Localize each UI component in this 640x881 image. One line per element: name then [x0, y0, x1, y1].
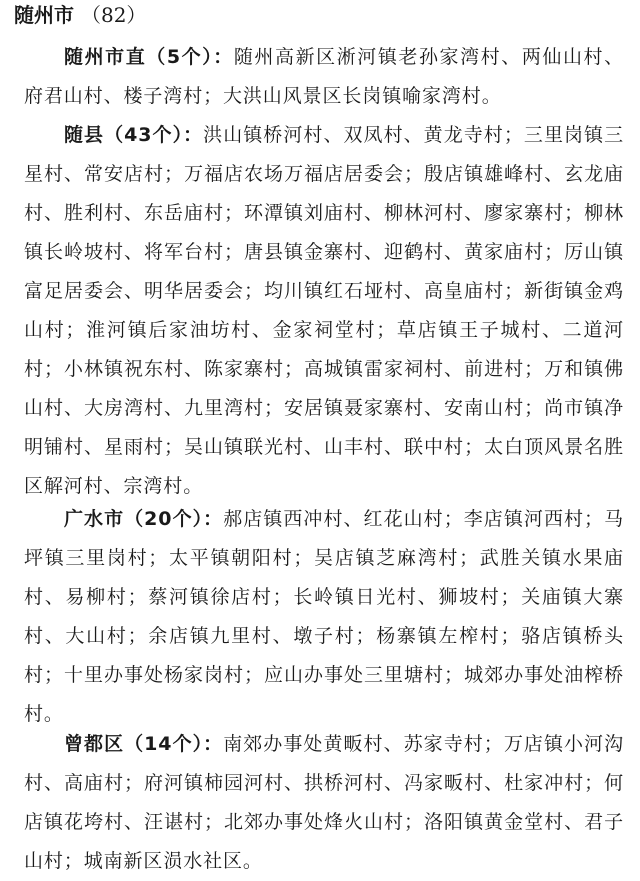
section-separator: ： [203, 508, 224, 530]
section-label: 随州市直 [64, 46, 147, 68]
section-guangshui [24, 500, 624, 734]
section-count: （5个） [146, 46, 214, 68]
city-heading [14, 0, 146, 30]
section-sui-county [24, 116, 624, 506]
section-separator: ： [183, 124, 204, 146]
section-suizhou-direct [24, 38, 624, 116]
city-title: 随州市 [14, 3, 74, 27]
section-label: 广水市 [64, 508, 125, 530]
section-count: （43个） [104, 124, 184, 146]
section-count: （14个） [124, 733, 204, 755]
section-content: 南郊办事处黄畈村、苏家寺村；万店镇小河沟村、高庙村；府河镇柿园河村、拱桥河村、冯家畈村、杜家冲村；何店镇花垮村、汪谌村；北郊办事处烽火山村；洛阳镇黄金堂村、君子山村；城南新区涢水社区。 [24, 733, 624, 872]
section-zengdu [24, 725, 624, 881]
section-separator: ： [203, 733, 224, 755]
section-content: 洪山镇桥河村、双凤村、黄龙寺村；三里岗镇三星村、常安店村；万福店农场万福店居委会；殷店镇雄峰村、玄龙庙村、胜利村、东岳庙村；环潭镇刘庙村、柳林河村、廖家寨村；柳林镇长岭坡村、将军台村；唐县镇金寨村、迎鹤村、黄家庙村；厉山镇富足居委会、明华居委会；均川镇红石垭村、高皇庙村；新街镇金鸡山村；淮河镇后家油坊村、金家祠堂村；草店镇王子城村、二道河村；小林镇祝东村、陈家寨村；高城镇雷家祠村、前进村；万和镇佛山村、大房湾村、九里湾村；安居镇聂家寨村、安南山村；尚市镇净明铺村、星雨村；吴山镇联光村、山丰村、联中村；太白顶风景名胜区解河村、宗湾村。 [24, 124, 624, 497]
section-content: 随州高新区淅河镇老孙家湾村、两仙山村、府君山村、楼子湾村；大洪山风景区长岗镇喻家湾村。 [24, 46, 624, 107]
section-label: 曾都区 [64, 733, 125, 755]
city-count: （82） [80, 3, 147, 27]
section-content: 郝店镇西冲村、红花山村；李店镇河西村；马坪镇三里岗村；太平镇朝阳村；吴店镇芝麻湾村；武胜关镇水果庙村、易柳村；蔡河镇徐店村；长岭镇日光村、狮坡村；关庙镇大寨村、大山村；余店镇九里村、墩子村；杨寨镇左榨村；骆店镇桥头村；十里办事处杨家岗村；应山办事处三里塘村；城郊办事处油榨桥村。 [24, 508, 624, 725]
section-count: （20个） [124, 508, 204, 530]
section-separator: ： [213, 46, 234, 68]
section-label: 随县 [64, 124, 105, 146]
